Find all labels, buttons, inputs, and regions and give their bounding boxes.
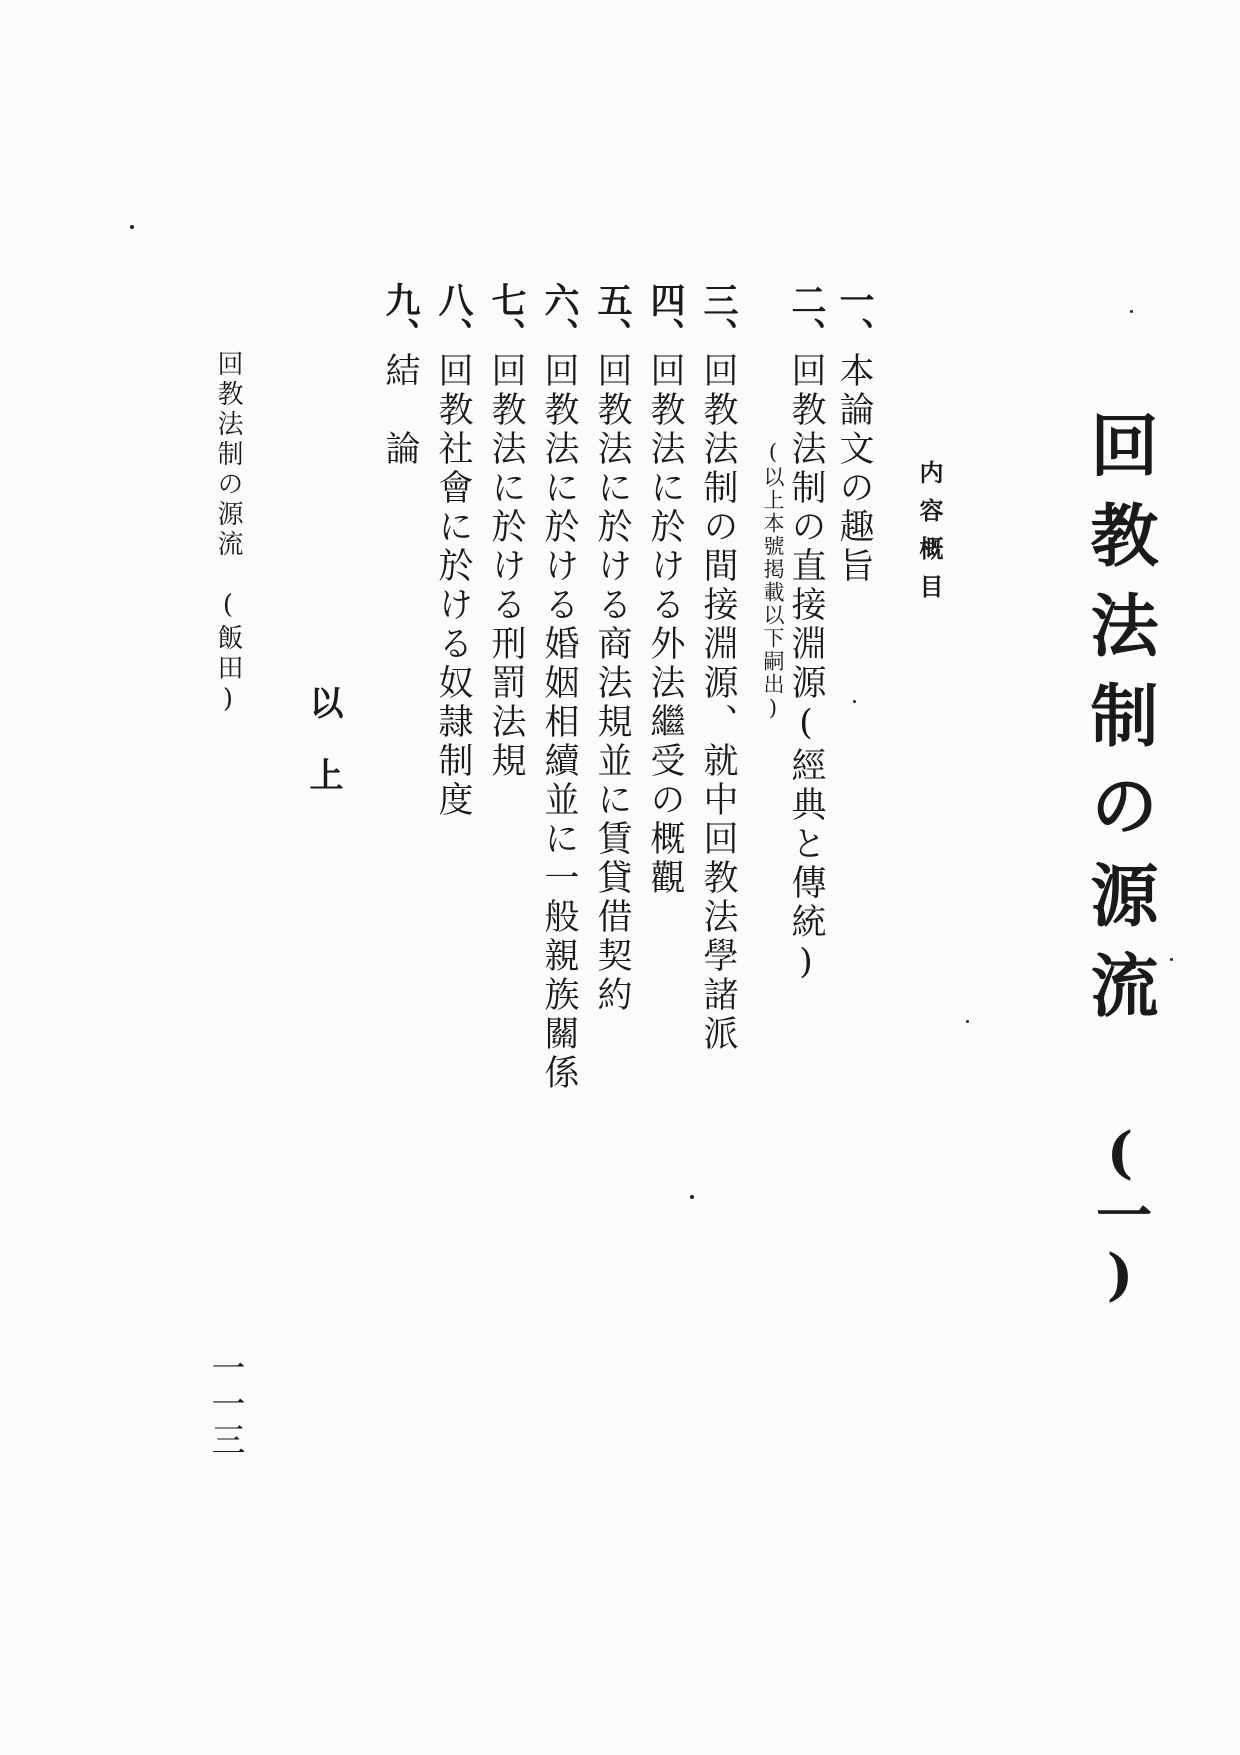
toc-item-number: 三、	[698, 282, 739, 352]
toc-item	[592, 282, 633, 1015]
toc-item-text: 回教法に於ける外法繼受の概觀	[645, 352, 685, 898]
toc-item-number: 七、	[486, 282, 527, 352]
scan-speck	[1130, 310, 1133, 313]
scan-speck	[853, 700, 856, 703]
toc-item	[380, 282, 421, 469]
toc-item-number: 五、	[592, 282, 633, 352]
toc-item-text: 回教法制の間接淵源、就中回教法學諸派	[698, 352, 738, 1054]
toc-end-mark: 以上	[303, 685, 343, 829]
toc-item-number: 九、	[380, 282, 421, 352]
toc-item-text: 回教法制の直接淵源(經典と傳統)	[786, 352, 826, 986]
scan-speck	[966, 1020, 969, 1023]
toc-item-text: 回教法に於ける商法規並に賃貸借契約	[592, 352, 632, 1015]
toc-item	[539, 282, 580, 1093]
toc-item	[486, 282, 527, 781]
toc-item	[834, 282, 875, 586]
toc-item-text: 回教法に於ける婚姻相續並に一般親族關係	[539, 352, 579, 1093]
toc-item-number: 八、	[433, 282, 474, 352]
toc-item	[645, 282, 686, 898]
toc-note: (以上本號掲載以下嗣出)	[761, 440, 785, 722]
toc-item-text: 本論文の趣旨	[834, 352, 874, 586]
toc-item	[433, 282, 474, 820]
toc-item-number: 六、	[539, 282, 580, 352]
toc-item-number: 一、	[834, 282, 875, 352]
toc-item-text: 回教社會に於ける奴隷制度	[433, 352, 473, 820]
toc-item	[698, 282, 739, 1054]
scan-speck	[1170, 958, 1173, 961]
page-number: 一一三	[205, 1350, 245, 1458]
article-part-number: (一)	[1087, 1120, 1153, 1308]
toc-item	[786, 282, 827, 986]
toc-item-number: 四、	[645, 282, 686, 352]
toc-heading: 内容概目	[915, 460, 944, 612]
toc-item-text: 回教法に於ける刑罰法規	[486, 352, 526, 781]
scan-speck	[130, 225, 134, 229]
toc-item-number: 二、	[786, 282, 827, 352]
scan-speck	[690, 1195, 694, 1199]
article-title: 回教法制の源流	[1079, 410, 1159, 1040]
toc-item-text: 結 論	[380, 352, 420, 469]
running-head: 回教法制の源流 (飯田)	[213, 350, 243, 718]
